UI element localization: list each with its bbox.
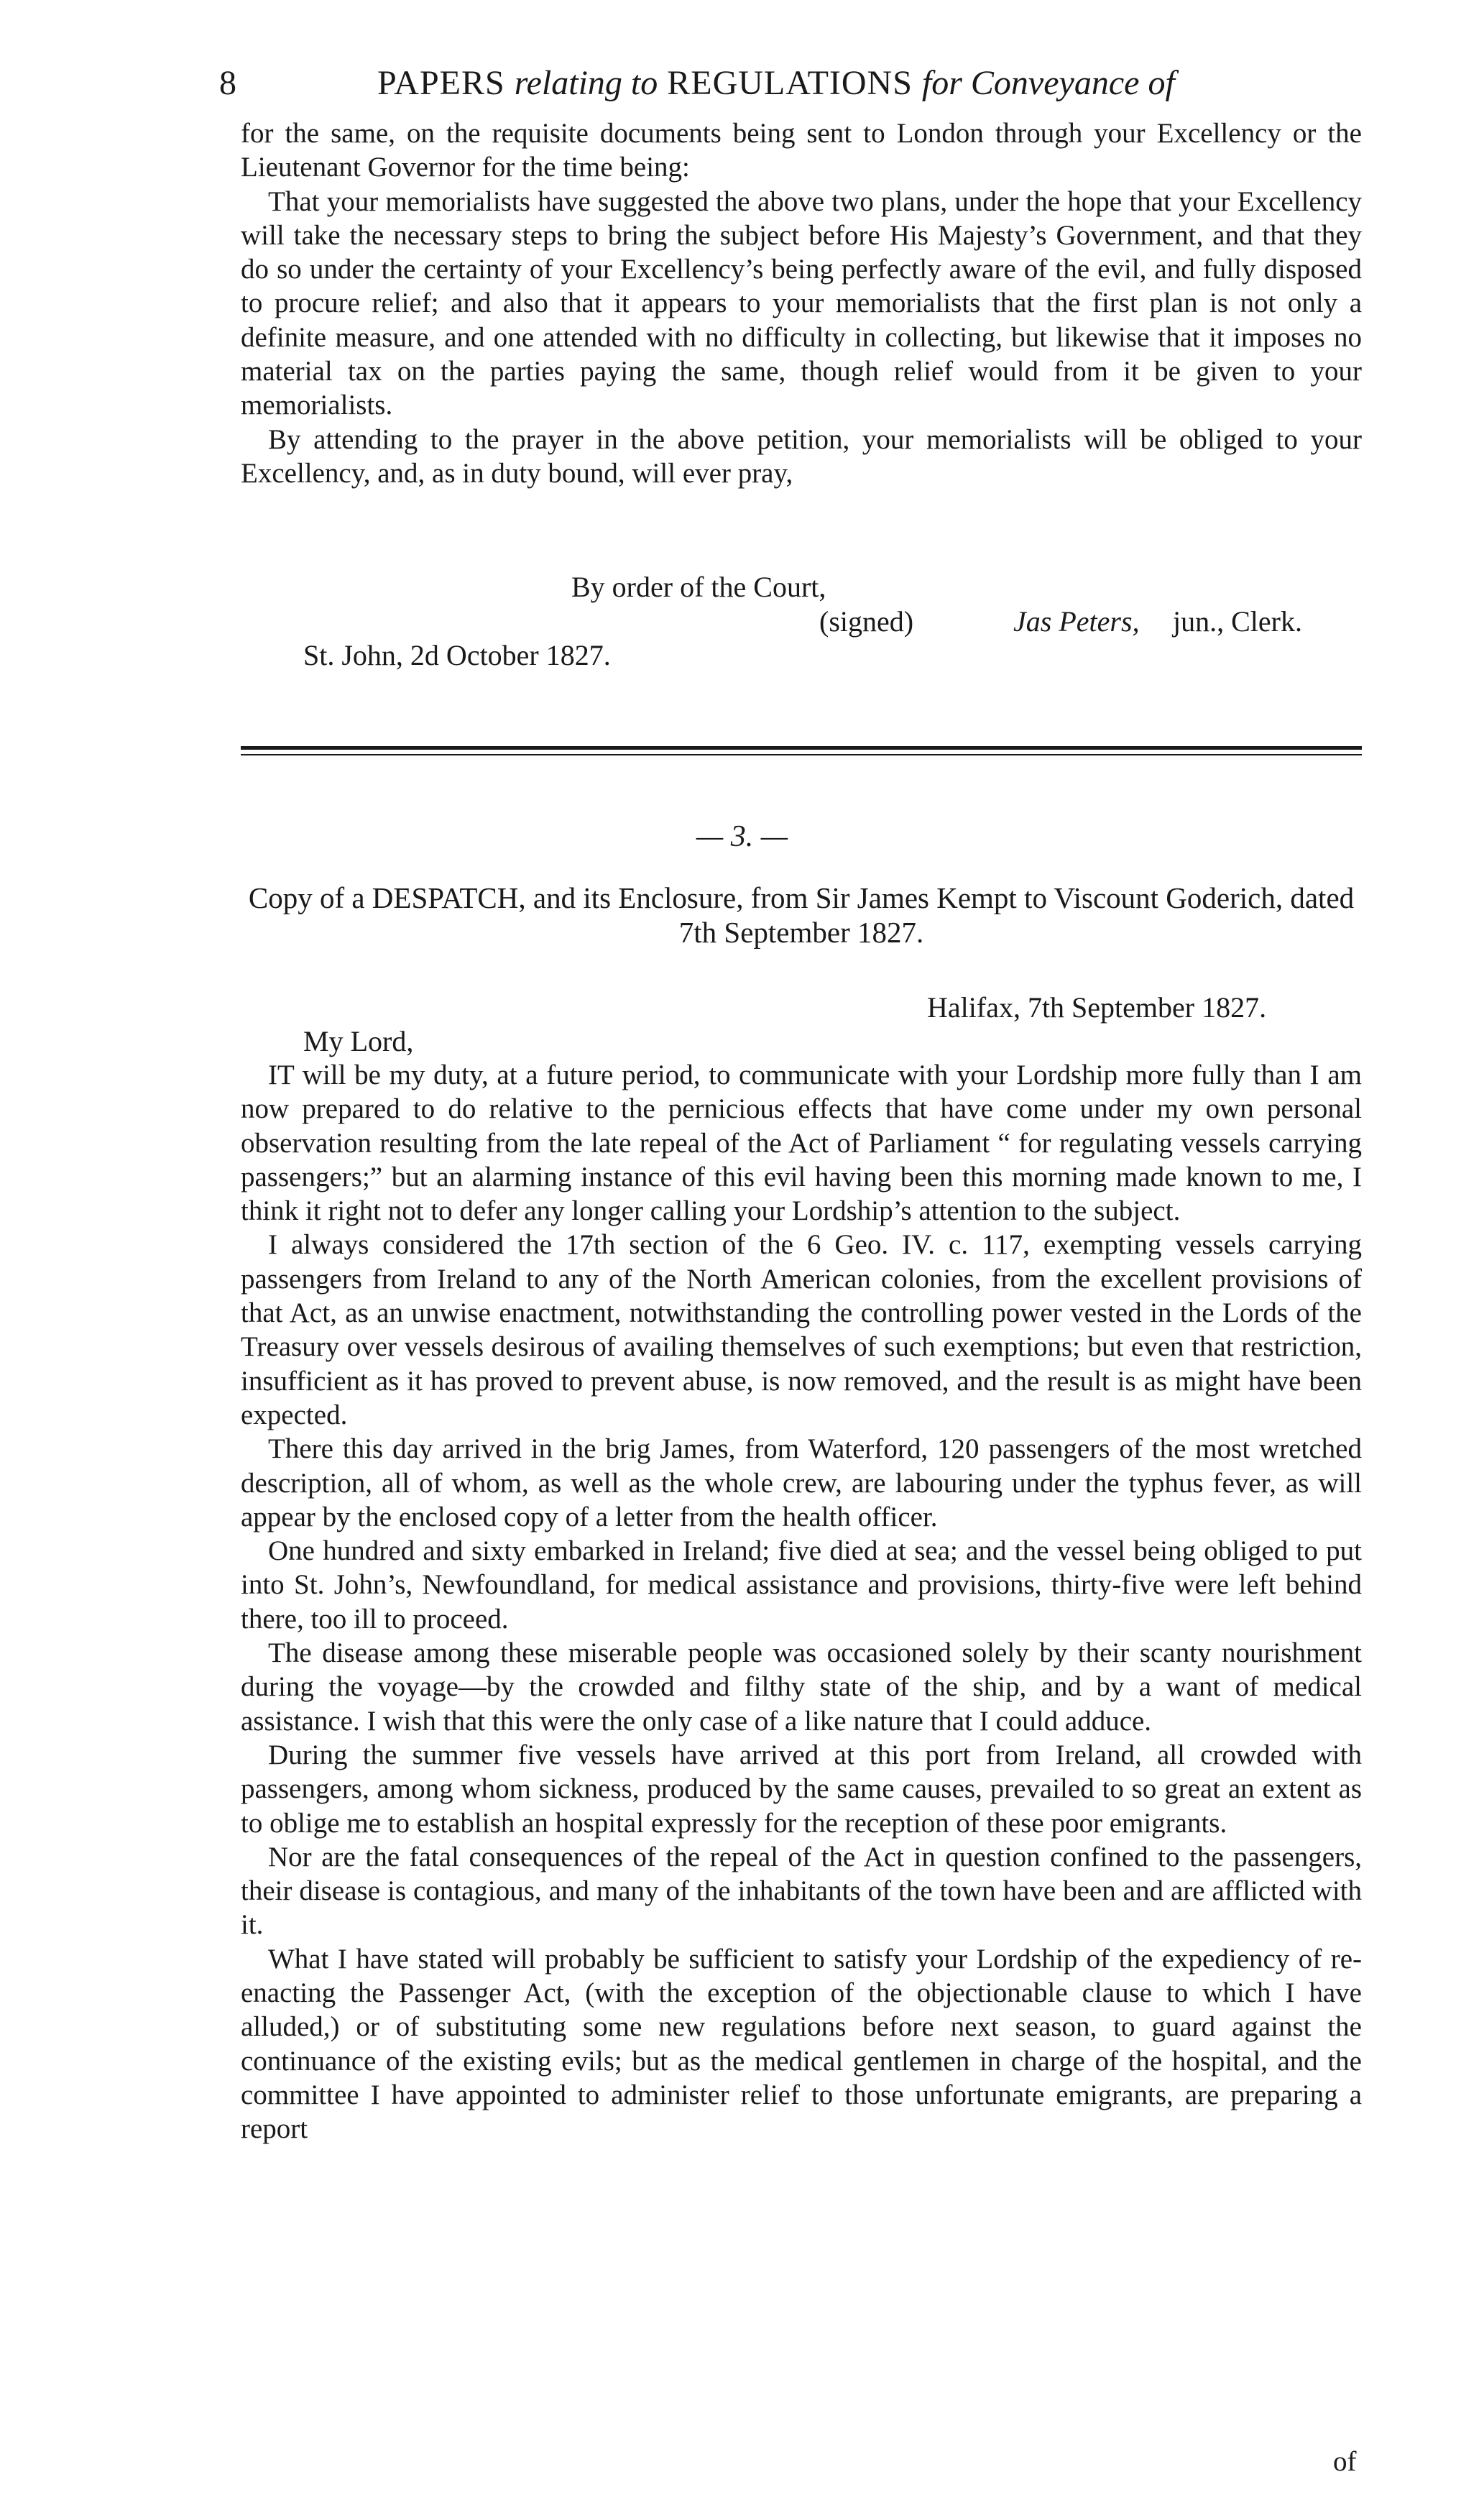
running-head-regulations: REGULATIONS <box>667 64 913 102</box>
despatch-paragraph: The disease among these miserable people was occasioned solely by their scanty nourishment during the voyage—by the crowded and filthy state of the ship, and by a want of medical assistance. I wish that this were the only case of a like nature that I could adduce. <box>241 1637 1362 1737</box>
memorial-text <box>241 116 1362 490</box>
running-head <box>219 63 1369 114</box>
despatch-paragraph: During the summer five vessels have arrived at this port from Ireland, all crowded with passengers, among whom sickness, produced by the same causes, prevailed to so great an extent as to oblige me to establish an hospital expressly for the reception of these poor emigrants. <box>241 1739 1362 1839</box>
page-number: 8 <box>219 64 236 102</box>
running-head-papers: PAPERS <box>377 64 505 102</box>
despatch-text <box>241 1058 1362 2146</box>
despatch-paragraph: IT will be my duty, at a future period, to communicate with your Lordship more fully than I am now prepared to do relative to the pernicious effects that have come under my own personal observation resulting from the late repeal of the Act of Parliament “ for regulating vessels carrying passengers;” but an alarming instance of this evil having been this morning made known to me, I think it right not to defer any longer calling your Lordship’s attention to the subject. <box>241 1060 1362 1227</box>
signatory-title: jun., Clerk. <box>1173 605 1302 638</box>
running-head-relating-to: relating to <box>514 64 658 102</box>
section-divider-thick <box>241 746 1362 750</box>
salutation: My Lord, <box>303 1025 414 1057</box>
despatch-paragraph: One hundred and sixty embarked in Ireland; five died at sea; and the vessel being obliged to put into St. John’s, Newfoundland, for medical assistance and provisions, thirty-five were left behind there, too ill to proceed. <box>241 1535 1362 1635</box>
running-head-title <box>377 63 1175 103</box>
signatory-name: Jas Peters, <box>1013 605 1140 638</box>
section-divider-thin <box>241 754 1362 755</box>
despatch-paragraph: Nor are the fatal consequences of the repeal of the Act in question confined to the passengers, their disease is contagious, and many of the inhabitants of the town have been and are afflicted with it. <box>241 1841 1362 1941</box>
section-number: — 3. — <box>696 820 788 853</box>
memorial-paragraph: That your memorialists have suggested the above two plans, under the hope that your Excellency will take the necessary steps to bring the subject before His Majesty’s Government, and that they do so under the certainty of your Excellency’s being perfectly aware of the evil, and fully disposed to procure relief; and also that it appears to your memorialists that the first plan is not only a definite measure, and one attended with no difficulty in collecting, but likewise that it imposes no material tax on the parties paying the same, though relief would from it be given to your memorialists. <box>241 185 1362 421</box>
closing-line: By order of the Court, <box>571 571 826 603</box>
despatch-title: Copy of a DESPATCH, and its Enclosure, from Sir James Kempt to Viscount Goderich, dated 7th September 1827. <box>248 881 1355 949</box>
memorial-paragraph: By attending to the prayer in the above petition, your memorialists will be obliged to your Excellency, and, as in duty bound, will ever pray, <box>241 423 1362 489</box>
signed-label: (signed) <box>819 605 914 638</box>
running-head-conveyance: for Conveyance of <box>921 64 1175 102</box>
letter-date: Halifax, 7th September 1827. <box>927 991 1267 1024</box>
despatch-paragraph: There this day arrived in the brig James, from Waterford, 120 passengers of the most wretched description, all of whom, as well as the whole crew, are labouring under the typhus fever, as will appear by the enclosed copy of a letter from the health officer. <box>241 1433 1362 1532</box>
despatch-paragraph: What I have stated will probably be sufficient to satisfy your Lordship of the expediency of re-enacting the Passenger Act, (with the exception of the objectionable clause to which I have alluded,) or of substituting some new regulations before next season, to guard against the continuance of the existing evils; but as the medical gentlemen in charge of the hospital, and the committee I have appointed to administer relief to those unfortunate emigrants, are preparing a report <box>241 1943 1362 2145</box>
despatch-paragraph: I always considered the 17th section of the 6 Geo. IV. c. 117, exempting vessels carrying passengers from Ireland to any of the North American colonies, from the excellent provisions of that Act, as an unwise enactment, notwithstanding the controlling power vested in the Lords of the Treasury over vessels desirous of availing themselves of such exemptions; but even that restriction, insufficient as it has proved to prevent abuse, is now removed, and the result is as might have been expected. <box>241 1229 1362 1430</box>
memorial-paragraph: for the same, on the requisite documents being sent to London through your Excellency or the Lieutenant Governor for the time being: <box>241 118 1362 183</box>
catchword: of <box>1333 2446 1357 2477</box>
place-date: St. John, 2d October 1827. <box>303 639 611 671</box>
